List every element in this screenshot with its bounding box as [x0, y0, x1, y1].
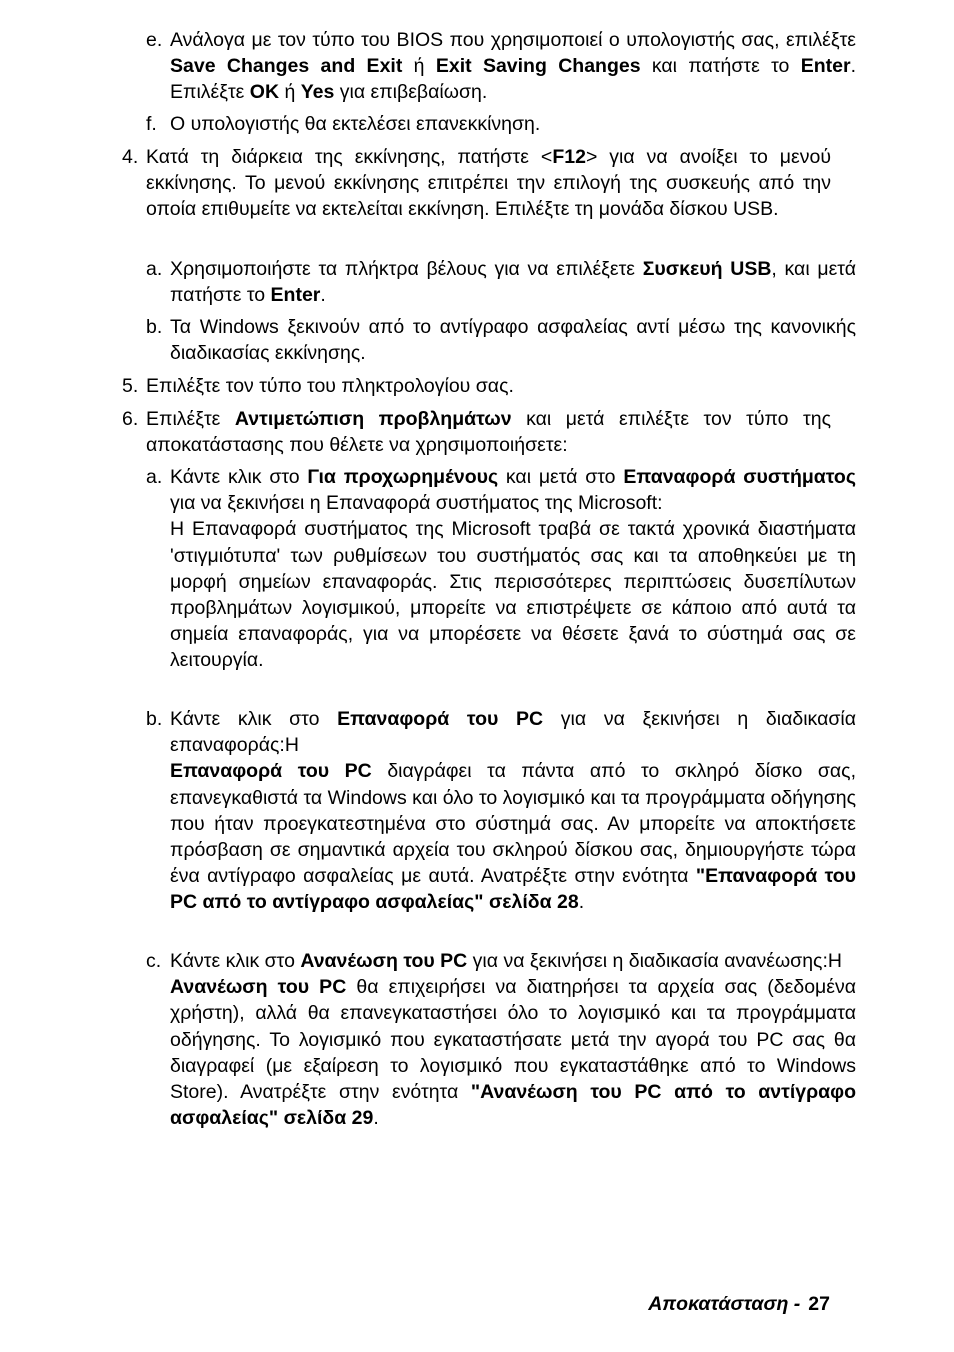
bold-text: Για προχωρημένους: [307, 466, 499, 488]
text-run: Χρησιμοποιήστε τα πλήκτρα βέλους για να επιλέξετε: [170, 258, 643, 280]
text-run: Κάντε κλικ στο: [170, 466, 308, 488]
text-run: για επιβεβαίωση.: [334, 81, 488, 104]
bold-text: "Επαναφορά του PC από το αντίγραφο ασφαλείας" σελίδα 28: [170, 865, 856, 914]
step-marker: 5.: [122, 375, 139, 397]
text-run: Κάντε κλικ στο: [170, 950, 301, 972]
step-marker: a.: [146, 466, 163, 488]
text-run: .: [373, 1107, 379, 1130]
step-marker: e.: [146, 29, 163, 51]
step-marker: 4.: [122, 146, 139, 168]
step-marker: 6.: [122, 408, 139, 430]
text-run: και πατήστε το: [640, 55, 801, 78]
step-4: [122, 144, 832, 223]
text-run: διαγράφει τα πάντα από το σκληρό δίσκο σας, επανεγκαθιστά τα Windows και όλο το λογισμικό και τα προγράμματα οδήγησης που ήταν προεγκατεστημένα στο σύστημά σας. Αν μπορείτε να αποκτήσετε πρόσβαση σε σημαντικά αρχεία του σκληρού δίσκου σας, δημιουργήστε τώρα ένα αντίγραφο ασφαλείας με αυτά. Ανατρέξτε στην ενότητα: [170, 760, 856, 888]
bold-text: Επαναφορά του PC: [337, 708, 544, 730]
bold-text: Exit Saving Changes: [435, 55, 641, 78]
step-paragraph: [170, 758, 856, 915]
bold-text: F12: [552, 146, 586, 168]
bold-text: Enter: [800, 55, 851, 78]
footer-section-title: Αποκατάσταση -: [648, 1293, 801, 1315]
step-e: [146, 27, 856, 106]
text-run: .: [320, 284, 326, 307]
bold-text: Επαναφορά του PC: [170, 760, 372, 783]
step-text: [146, 373, 831, 399]
step-text: [170, 256, 856, 308]
text-run: θα επιχειρήσει να διατηρήσει τα αρχεία σας (δεδομένα χρήστη), αλλά θα επανεγκαταστήσει όλο το λογισμικό και τα προγράμματα οδήγησης. Το λογισμικό που εγκαταστήσατε μετά την αγορά του PC σας θα διαγραφεί (με εξαίρεση το λογισμικό που εγκαταστάθηκε από το Windows Store). Ανατρέξτε στην ενότητα: [170, 976, 856, 1104]
step-paragraph: [170, 974, 856, 1131]
bold-text: Ανανέωση του PC: [300, 950, 468, 972]
text-run: ή: [279, 81, 301, 104]
page-footer: [648, 1291, 830, 1317]
text-run: . Επιλέξτε: [170, 55, 856, 104]
step-text: [170, 948, 856, 974]
step-marker: b.: [146, 316, 163, 338]
bold-text: "Ανανέωση του PC από το αντίγραφο ασφαλείας" σελίδα 29: [170, 1081, 856, 1130]
text-run: Ο υπολογιστής θα εκτελέσει επανεκκίνηση.: [170, 113, 541, 135]
step-6a: [146, 464, 856, 674]
step-text: [170, 706, 856, 758]
step-6c: [146, 948, 856, 1131]
text-run: για να ξεκινήσει η διαδικασία επαναφοράς:Η: [170, 708, 856, 757]
step-text: [146, 406, 831, 458]
text-run: Επιλέξτε τον τύπο του πληκτρολογίου σας.: [146, 375, 514, 397]
bold-text: Αντιμετώπιση προβλημάτων: [234, 408, 512, 430]
step-6: [122, 406, 832, 458]
step-marker: c.: [146, 950, 162, 972]
text-run: για να ξεκινήσει η Επαναφορά συστήματος της Microsoft:: [170, 492, 663, 515]
text-run: .: [578, 891, 585, 914]
bold-text: OK: [249, 81, 280, 104]
text-run: Κατά τη διάρκεια της εκκίνησης, πατήστε <: [146, 146, 553, 168]
step-4a: [146, 256, 856, 308]
text-run: και μετά επιλέξτε τον τύπο της αποκατάστασης που θέλετε να χρησιμοποιήσετε:: [146, 408, 831, 457]
bold-text: Save Changes and Exit: [170, 55, 403, 78]
text-run: Επιλέξτε: [146, 408, 235, 430]
step-5: [122, 373, 832, 399]
text-run: και μετά στο: [498, 466, 624, 488]
step-4b: [146, 314, 856, 366]
bold-text: Yes: [300, 81, 335, 104]
step-text: [146, 144, 831, 223]
step-paragraph: [170, 516, 856, 673]
text-run: Ανάλογα με τον τύπο του BIOS που χρησιμοποιεί ο υπολογιστής σας, επιλέξτε: [170, 29, 856, 51]
text-run: για να ξεκινήσει η διαδικασία ανανέωσης:Η: [467, 950, 842, 972]
step-f: [146, 111, 856, 137]
bold-text: Ανανέωση του PC: [170, 976, 347, 999]
bold-text: Επαναφορά συστήματος: [623, 466, 856, 488]
step-text: [170, 111, 856, 137]
text-run: Τα Windows ξεκινούν από το αντίγραφο ασφαλείας αντί μέσω της κανονικής διαδικασίας εκκίνησης.: [170, 316, 856, 365]
text-run: Η Επαναφορά συστήματος της Microsoft τραβά σε τακτά χρονικά διαστήματα 'στιγμιότυπα' των ρυθμίσεων του συστήματός σας και τα αποθηκεύει με τη μορφή σημείων επαναφοράς. Στις περισσότερες περιπτώσεις δυσεπίλυτων προβλημάτων λογισμικού, μπορείτε να επιστρέψετε σε κάποιο από αυτά τα σημεία επαναφοράς, για να μπορέσετε να θέσετε ξανά το σύστημά σας σε λειτουργία.: [170, 518, 856, 672]
text-run: Κάντε κλικ στο: [170, 708, 338, 730]
step-text: [170, 27, 856, 106]
text-run: ή: [402, 55, 436, 78]
step-marker: a.: [146, 258, 163, 280]
page-number: 27: [808, 1293, 830, 1315]
step-marker: f.: [146, 113, 157, 135]
step-text: [170, 314, 856, 366]
bold-text: Enter: [270, 284, 321, 307]
bold-text: Συσκευή USB: [642, 258, 772, 280]
text-run: > για να ανοίξει το μενού εκκίνησης. Το μενού εκκίνησης επιτρέπει την επιλογή της συσκευής από την οποία επιθυμείτε να εκτελείται εκκίνηση. Επιλέξτε τη μονάδα δίσκου USB.: [146, 146, 831, 221]
step-text: [170, 464, 856, 516]
text-run: , και μετά πατήστε το: [170, 258, 857, 307]
step-marker: b.: [146, 708, 163, 730]
step-6b: [146, 706, 856, 916]
